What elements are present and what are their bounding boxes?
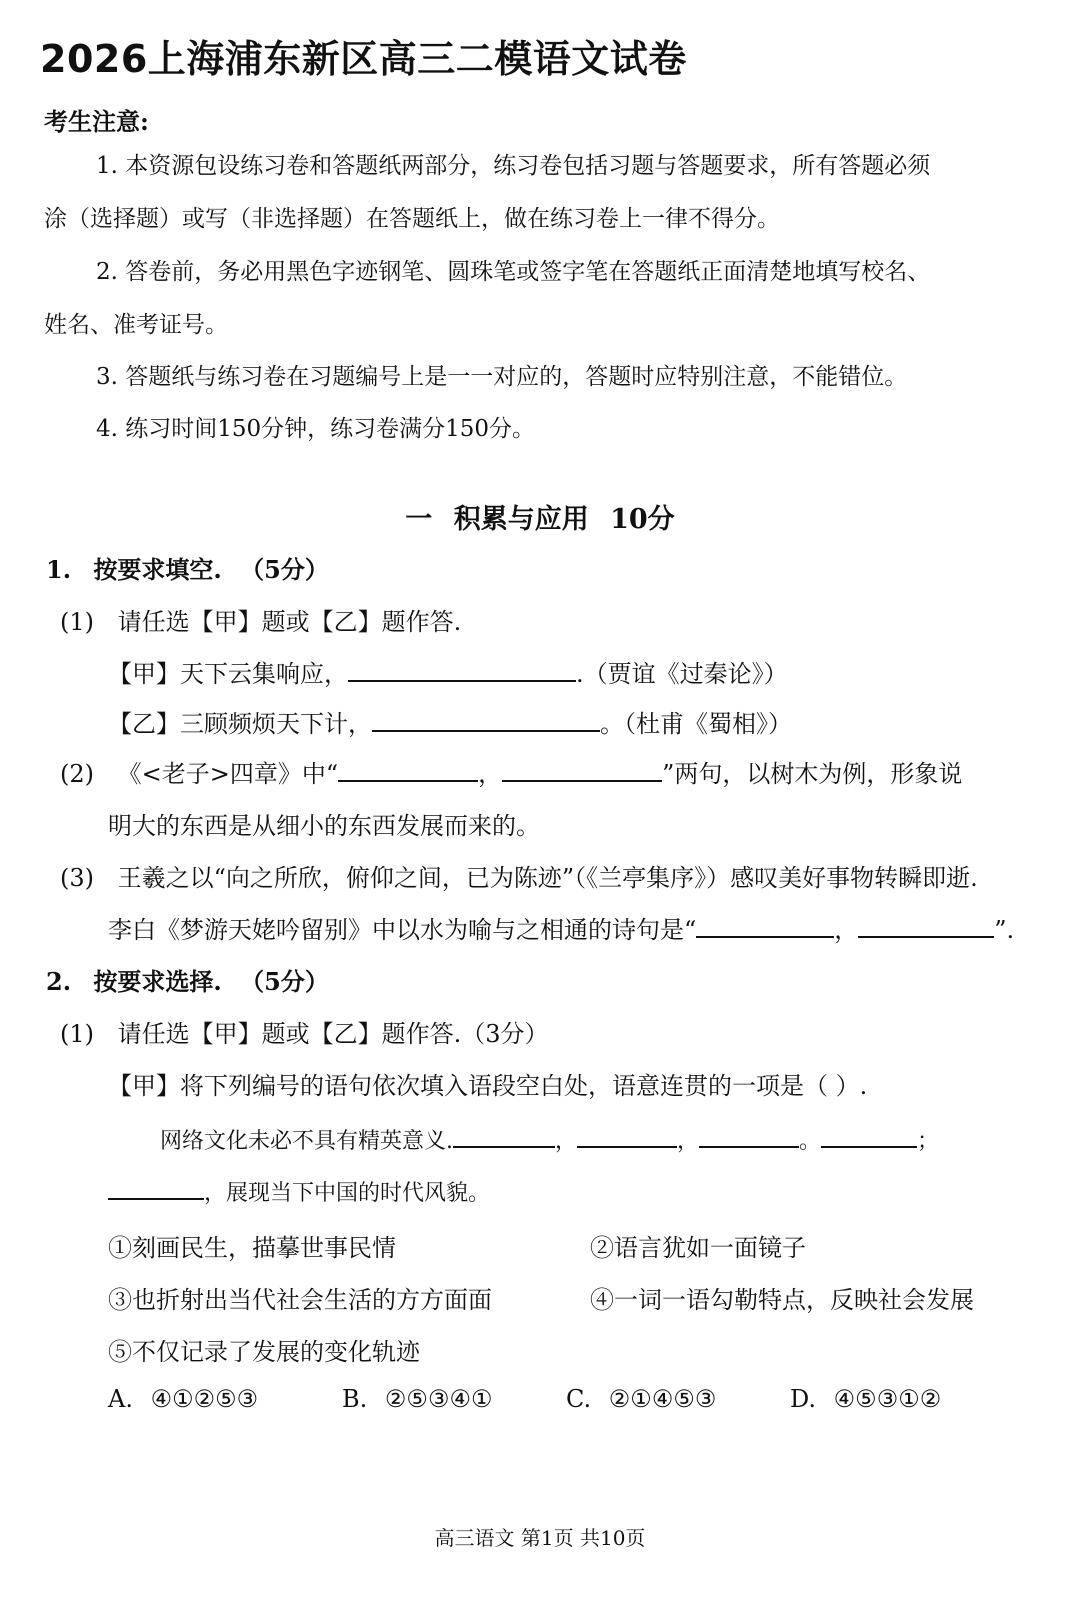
q2-choice-a[interactable] xyxy=(108,1385,258,1413)
q2-choice-c[interactable] xyxy=(566,1385,716,1413)
q2-passage-start: 网络文化未必不具有精英意义. xyxy=(160,1129,453,1154)
q2-part-1-num: (1) xyxy=(60,1020,94,1048)
q1-part-3-blank-2[interactable] xyxy=(858,916,994,938)
q1-jia-blank[interactable] xyxy=(348,660,576,682)
question-2-title: 按要求选择. xyxy=(93,967,222,996)
q2-item-2: ②语言犹如一面镜子 xyxy=(590,1234,806,1262)
section-name: 积累与应用 xyxy=(453,504,589,535)
q2-passage-blank-2[interactable] xyxy=(577,1126,677,1148)
q2-passage-sep-2: ， xyxy=(677,1129,700,1154)
notice-item-3: 3. 答题纸与练习卷在习题编号上是一一对应的，答题时应特别注意，不能错位。 xyxy=(96,364,908,390)
q1-yi-line xyxy=(108,710,792,738)
q2-choice-d-letter: D. xyxy=(790,1385,817,1413)
q2-passage-blank-3[interactable] xyxy=(699,1126,799,1148)
page-title: 2026上海浦东新区高三二模语文试卷 xyxy=(40,37,687,81)
q1-yi-blank[interactable] xyxy=(372,710,600,732)
q1-jia-source: .（贾谊《过秦论》） xyxy=(576,660,788,688)
q1-part-2-blank-2[interactable] xyxy=(502,760,662,782)
section-heading xyxy=(0,497,1080,536)
q2-part-1 xyxy=(60,1020,549,1048)
q2-passage-end: ，展现当下中国的时代风貌。 xyxy=(204,1181,491,1206)
q2-choice-a-value: ④①②⑤③ xyxy=(150,1385,259,1413)
q2-choice-b-letter: B. xyxy=(342,1385,368,1413)
notice-item-4: 4. 练习时间150分钟，练习卷满分150分。 xyxy=(96,416,536,442)
notice-item-2-line-1: 2. 答卷前，务必用黑色字迹钢笔、圆珠笔或签字笔在答题纸正面清楚地填写校名、 xyxy=(96,259,931,285)
q1-part-3-line-2 xyxy=(108,916,1014,944)
q2-item-1: ①刻画民生，描摹世事民情 xyxy=(108,1234,396,1262)
q1-part-3-end: ”. xyxy=(994,916,1015,944)
q1-part-1-text: 请任选【甲】题或【乙】题作答. xyxy=(117,608,462,636)
q2-passage-line-2 xyxy=(108,1178,490,1208)
q2-passage-blank-4[interactable] xyxy=(821,1126,917,1148)
q1-yi-source: 。（杜甫《蜀相》） xyxy=(600,710,792,738)
q2-passage-sep-1: ， xyxy=(555,1129,578,1154)
q1-part-2-sep: ， xyxy=(478,760,503,788)
q2-item-3: ③也折射出当代社会生活的方方面面 xyxy=(108,1286,492,1314)
q1-jia-line xyxy=(108,660,788,688)
q1-part-2 xyxy=(60,760,962,788)
q2-passage-sep-3: 。 xyxy=(799,1129,822,1154)
q1-part-3-sep: ， xyxy=(834,916,859,944)
q1-part-3-blank-1[interactable] xyxy=(696,916,834,938)
q2-item-4: ④一词一语勾勒特点，反映社会发展 xyxy=(590,1286,974,1314)
q2-choice-d-value: ④⑤③①② xyxy=(833,1385,942,1413)
q2-passage-sep-4: ； xyxy=(917,1129,940,1154)
q2-passage-blank-5[interactable] xyxy=(108,1178,204,1200)
q1-part-1-num: (1) xyxy=(60,608,94,636)
question-1-title: 按要求填空. xyxy=(93,555,222,584)
notice-item-2-line-2: 姓名、准考证号。 xyxy=(44,312,228,338)
q1-part-3-num: (3) xyxy=(60,864,94,892)
q2-part-1-text: 请任选【甲】题或【乙】题作答.（3分） xyxy=(117,1020,549,1048)
q2-choice-d[interactable] xyxy=(790,1385,941,1413)
q2-choice-b-value: ②⑤③④① xyxy=(384,1385,493,1413)
q1-part-3-line-1: 王羲之以“向之所欣，俯仰之间，已为陈迹”（《兰亭集序》）感叹美好事物转瞬即逝. xyxy=(117,864,978,892)
notice-item-1-line-2: 涂（选择题）或写（非选择题）在答题纸上，做在练习卷上一律不得分。 xyxy=(44,206,780,232)
page-footer: 高三语文 第1页 共10页 xyxy=(434,1526,646,1550)
q2-choice-c-value: ②①④⑤③ xyxy=(608,1385,717,1413)
q1-part-1 xyxy=(60,608,461,636)
q2-item-5: ⑤不仅记录了发展的变化轨迹 xyxy=(108,1338,420,1366)
q1-part-3 xyxy=(60,864,978,892)
question-1-heading xyxy=(46,556,329,584)
q1-part-2-line-2: 明大的东西是从细小的东西发展而来的。 xyxy=(108,812,540,840)
q1-yi-prompt: 【乙】三顾频烦天下计， xyxy=(108,710,372,738)
q1-part-2-cont: ”两句，以树木为例，形象说 xyxy=(662,760,963,788)
q1-part-2-prompt: 《<老子>四章》中“ xyxy=(117,760,339,788)
q1-jia-prompt: 【甲】天下云集响应， xyxy=(108,660,348,688)
q2-choice-a-letter: A. xyxy=(108,1385,133,1413)
question-2-heading xyxy=(46,968,329,996)
q2-passage-line-1 xyxy=(160,1126,939,1156)
q2-jia-text: 【甲】将下列编号的语句依次填入语段空白处，语意连贯的一项是（ ）. xyxy=(108,1072,868,1100)
question-1-score: （5分） xyxy=(240,555,329,584)
q2-choice-c-letter: C. xyxy=(566,1385,592,1413)
q1-part-2-blank-1[interactable] xyxy=(338,760,478,782)
q1-part-2-num: (2) xyxy=(60,760,94,788)
q1-part-3-prompt: 李白《梦游天姥吟留别》中以水为喻与之相通的诗句是“ xyxy=(108,916,697,944)
section-dash: 一 xyxy=(405,504,433,535)
question-2-label: 2. xyxy=(46,967,72,996)
question-2-score: （5分） xyxy=(240,967,329,996)
section-score: 10分 xyxy=(610,504,675,535)
q2-passage-blank-1[interactable] xyxy=(453,1126,555,1148)
notice-item-1-line-1: 1. 本资源包设练习卷和答题纸两部分，练习卷包括习题与答题要求，所有答题必须 xyxy=(96,153,931,179)
question-1-label: 1. xyxy=(46,555,72,584)
q2-choice-b[interactable] xyxy=(342,1385,492,1413)
notice-heading: 考生注意: xyxy=(44,107,149,136)
